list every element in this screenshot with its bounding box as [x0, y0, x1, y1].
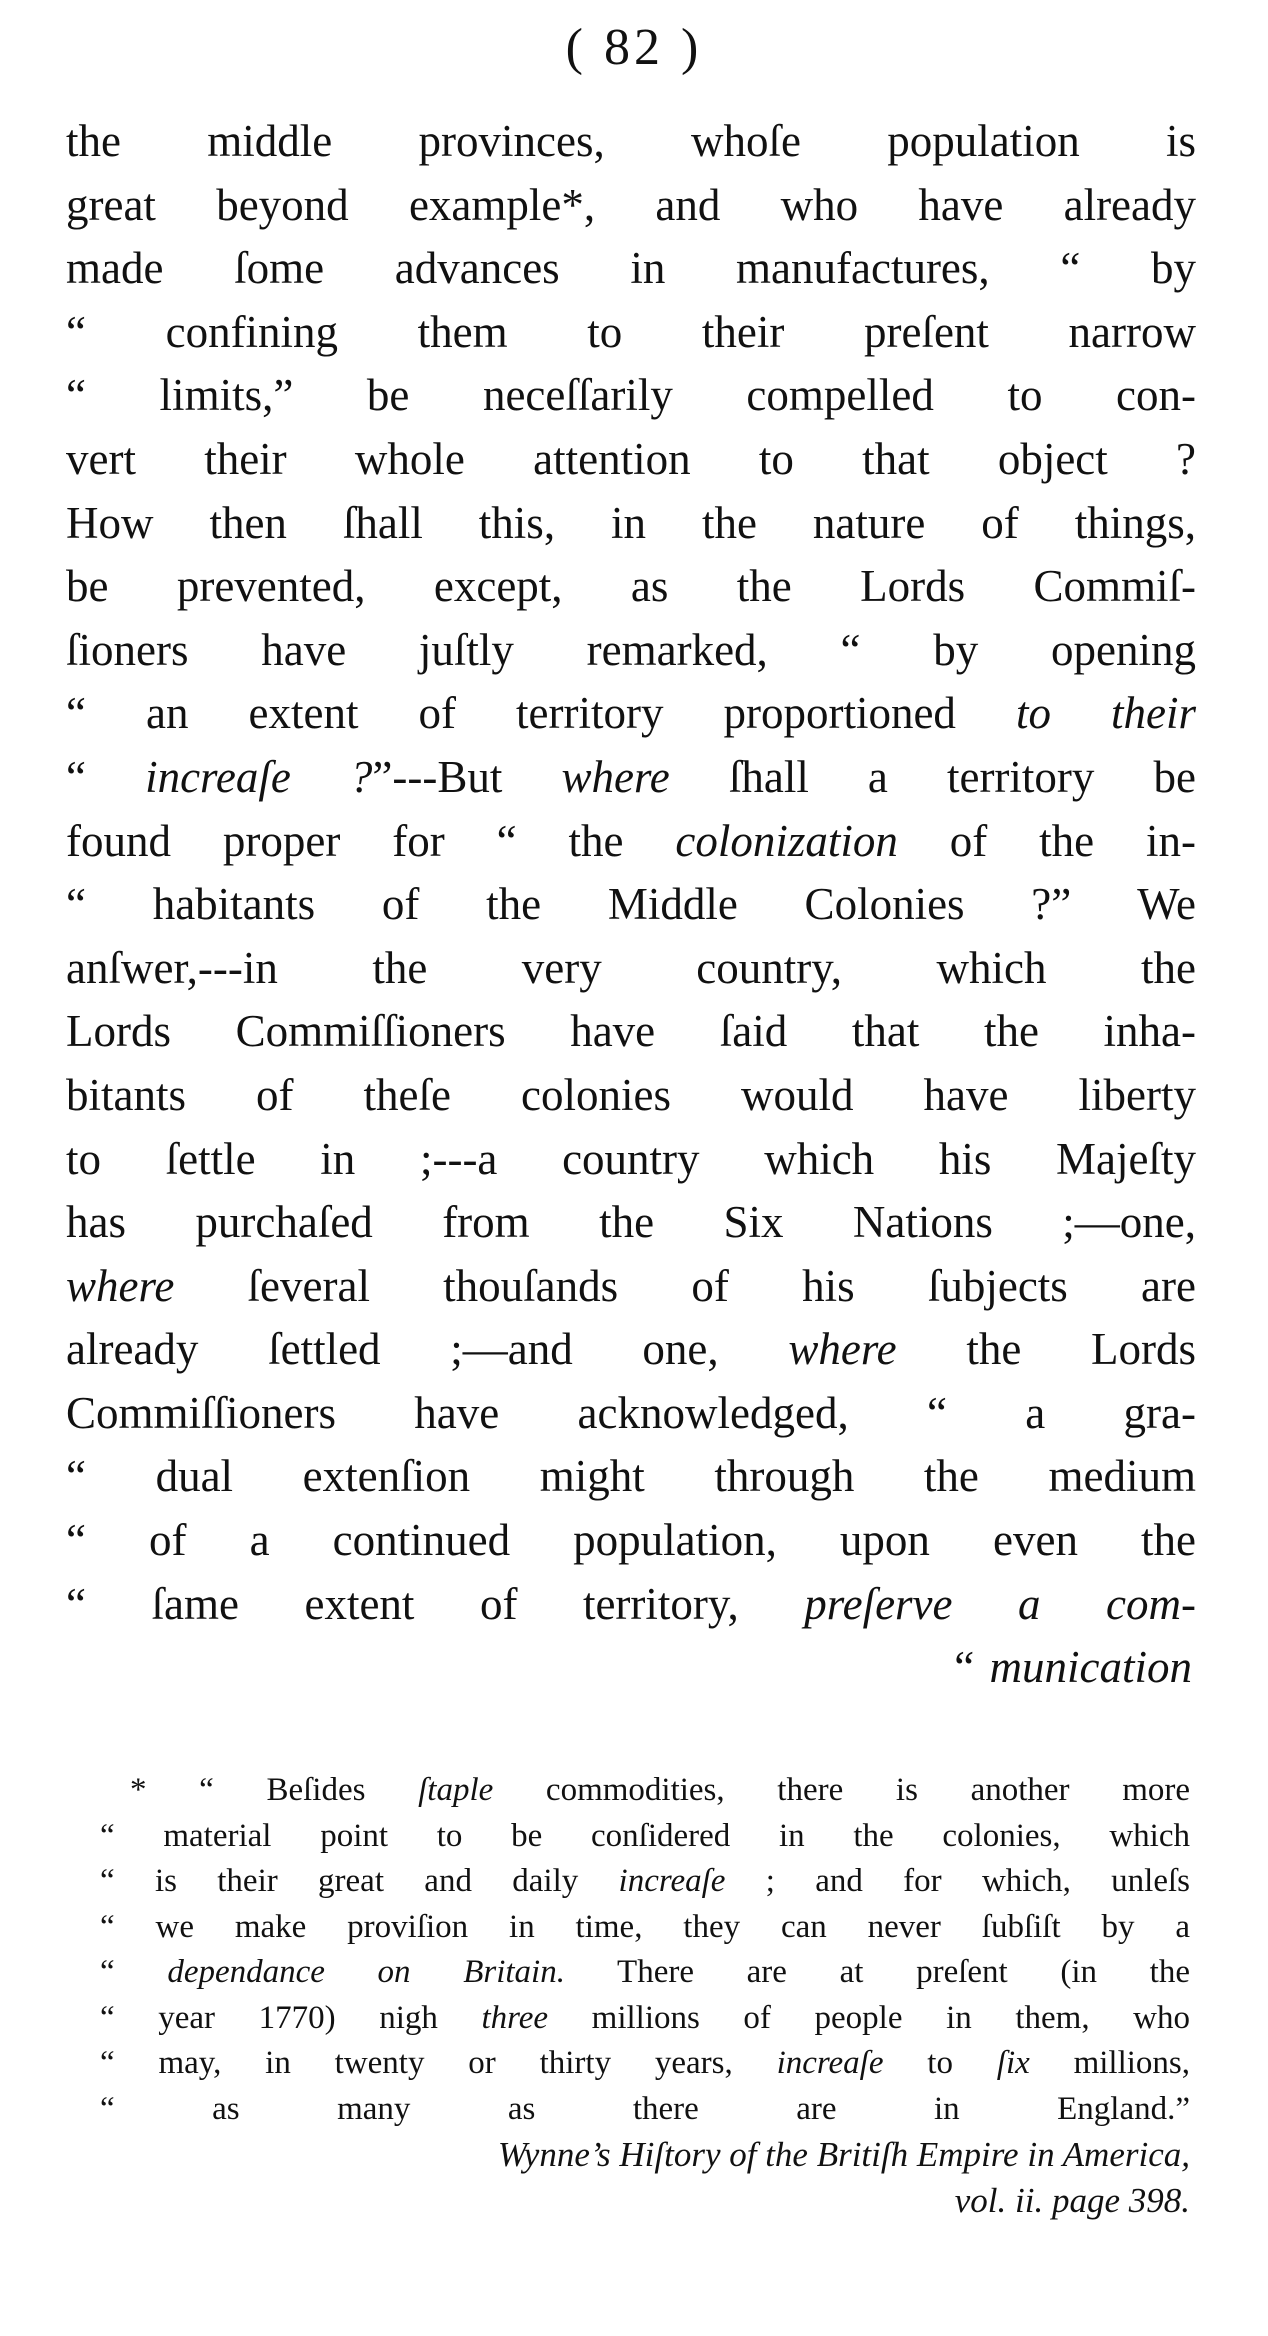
footnote-line	[100, 1905, 1190, 1951]
text-segment: already ſettled ;—and one,	[66, 1324, 789, 1375]
text-line	[66, 1128, 1196, 1192]
text-segment: has purchaſed from the Six Nations ;—one,	[66, 1197, 1196, 1248]
text-segment: “ limits,” be neceſſarily compelled to con-	[66, 370, 1196, 421]
text-line	[66, 1255, 1196, 1319]
text-segment: vert their whole attention to that object ?	[66, 433, 1196, 484]
italic-text: munication	[989, 1642, 1192, 1693]
italic-text: where	[788, 1324, 897, 1375]
text-line	[66, 301, 1196, 365]
text-segment: anſwer,---in the very country, which the	[66, 942, 1196, 993]
text-segment: “ habitants of the Middle Colonies ?” We	[66, 879, 1196, 930]
text-segment: commodities, there is another more	[493, 1772, 1190, 1808]
text-line	[66, 682, 1196, 746]
text-segment: the middle provinces, whoſe population is	[66, 116, 1196, 166]
text-segment: made ſome advances in manufactures, “ by	[66, 243, 1196, 294]
text-segment: “ may, in twenty or thirty years,	[100, 2045, 777, 2081]
text-segment: “ is their great and daily	[100, 1863, 619, 1899]
text-segment: “ confining them to their preſent narrow	[66, 306, 1196, 357]
text-segment: the Lords	[896, 1324, 1197, 1375]
text-segment: “ of a continued population, upon even the	[66, 1515, 1196, 1566]
text-segment: “	[66, 751, 146, 802]
italic-text: ſix	[996, 2045, 1030, 2081]
italic-text: increaſe	[618, 1863, 726, 1899]
text-segment: ”---But	[372, 751, 562, 802]
italic-text: three	[481, 1999, 549, 2036]
footnote-line	[100, 2087, 1190, 2133]
text-line	[66, 1318, 1196, 1382]
text-segment: of the in-	[897, 815, 1196, 866]
text-segment: ſhall a territory be	[669, 751, 1196, 802]
italic-text: colonization	[675, 815, 898, 866]
text-segment: Lords Commiſſioners have ſaid that the inha-	[66, 1006, 1196, 1057]
main-text	[66, 110, 1196, 1700]
italic-text: where	[66, 1260, 175, 1311]
text-line	[66, 1191, 1196, 1255]
text-segment: found proper for “ the	[66, 815, 676, 866]
text-line	[66, 1000, 1196, 1064]
text-segment: “ year 1770) nigh	[100, 1999, 482, 2036]
text-line	[66, 110, 1196, 174]
text-line	[66, 873, 1196, 937]
text-segment: There are at preſent (in the	[564, 1954, 1190, 1990]
italic-text: preſerve a com-	[804, 1578, 1197, 1629]
text-segment: “	[954, 1642, 986, 1693]
text-segment: Commiſſioners have acknowledged, “ a gra-	[66, 1387, 1196, 1438]
italic-text: increaſe	[776, 2045, 884, 2081]
text-segment: great beyond example*, and who have already	[66, 179, 1196, 230]
text-segment: “ material point to be conſidered in the colonies, which	[100, 1817, 1190, 1854]
text-segment: millions,	[1029, 2045, 1191, 2081]
text-segment: “ ſame extent of territory,	[66, 1578, 805, 1629]
text-line	[66, 810, 1196, 874]
italic-text: increaſe ?	[145, 751, 373, 802]
text-segment: * “ Beſides	[130, 1772, 419, 1808]
text-line	[66, 1064, 1196, 1128]
italic-text: where	[561, 751, 670, 802]
italic-text: to their	[1015, 688, 1196, 739]
text-line	[66, 1382, 1196, 1446]
text-segment: “ an extent of territory proportioned	[66, 688, 1016, 739]
footnote	[100, 1768, 1190, 2223]
catchword	[66, 1636, 1196, 1700]
text-line	[66, 746, 1196, 810]
text-line	[66, 174, 1196, 238]
text-segment: to	[883, 2045, 997, 2081]
italic-text: dependance on Britain.	[167, 1954, 565, 1990]
text-segment: ſeveral thouſands of his ſubjects are	[174, 1260, 1196, 1311]
text-segment: ſioners have juſtly remarked, “ by opening	[66, 624, 1196, 675]
footnote-line	[100, 1859, 1190, 1905]
text-segment: ; and for which, unleſs	[725, 1863, 1190, 1899]
footnote-line	[100, 1996, 1190, 2042]
footnote-citation-line1: Wynne’s Hiſtory of the Britiſh Empire in America,	[497, 2135, 1190, 2174]
text-line	[66, 428, 1196, 492]
text-line	[66, 555, 1196, 619]
footnote-citation-line2: vol. ii. page 398.	[954, 2180, 1190, 2220]
text-line	[66, 492, 1196, 556]
text-segment: “ we make proviſion in time, they can never ſubſiſt by a	[100, 1908, 1190, 1945]
page-number-header: ( 82 )	[565, 19, 703, 76]
text-line	[66, 1509, 1196, 1573]
footnote-line	[100, 1950, 1190, 1996]
text-line	[66, 237, 1196, 301]
text-segment: “	[100, 1954, 168, 1990]
footnote-line	[100, 1768, 1190, 1814]
footnote-line	[100, 1814, 1190, 1860]
text-segment: bitants of theſe colonies would have liberty	[66, 1069, 1196, 1120]
italic-text: ſtaple	[418, 1772, 494, 1808]
text-segment: be prevented, except, as the Lords Commiſ-	[66, 561, 1196, 612]
text-segment: millions of people in them, who	[548, 1999, 1190, 2036]
text-line	[66, 937, 1196, 1001]
text-segment: “ as many as there are in England.”	[100, 2090, 1190, 2127]
text-line	[66, 1573, 1196, 1637]
text-segment: to ſettle in ;---a country which his Majeſty	[66, 1133, 1196, 1184]
text-segment: “ dual extenſion might through the medium	[66, 1451, 1196, 1502]
text-line	[66, 1445, 1196, 1509]
footnote-line	[100, 2041, 1190, 2087]
text-segment: How then ſhall this, in the nature of things,	[66, 497, 1196, 548]
text-line	[66, 619, 1196, 683]
text-line	[66, 364, 1196, 428]
